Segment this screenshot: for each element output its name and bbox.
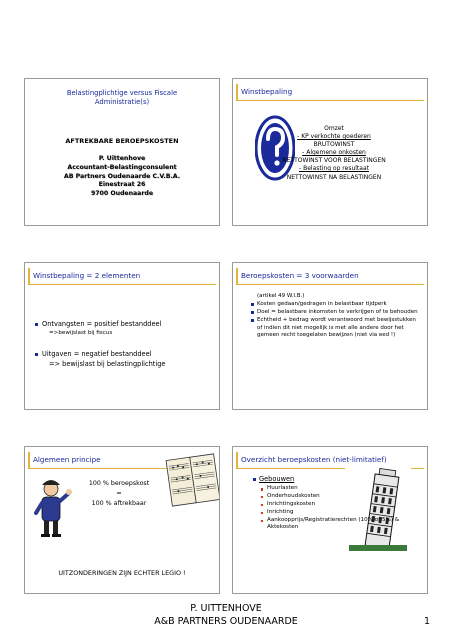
calc-line: NETTOWINST VOOR BELASTINGEN — [282, 157, 386, 165]
title-divider — [236, 100, 424, 101]
principle-text — [87, 479, 151, 508]
bullet-square-icon — [261, 488, 263, 490]
bullet-ontvangsten — [35, 320, 161, 328]
item-text: Inrichtingskosten — [267, 500, 315, 507]
principle-line: 100 % beroepskost — [88, 480, 150, 487]
item-text: Huurlasten — [267, 485, 298, 492]
list-item — [263, 485, 423, 493]
title-accent-bar — [28, 268, 30, 284]
exceptions-note: UITZONDERINGEN ZIJN ECHTER LEGIO ! — [58, 569, 186, 577]
item-text: Kosten gedaan/gedragen in belastbaar tijdperk — [257, 301, 387, 308]
title-accent-bar — [236, 452, 238, 468]
title-divider — [236, 284, 424, 285]
slide-elementen — [24, 262, 220, 410]
footer-author: P. UITTENHOVE — [190, 603, 262, 614]
list-intro: (artikel 49 W.I.B.) — [257, 293, 305, 299]
calc-line: - KP verkochte goederen — [297, 133, 371, 141]
slide-title — [24, 78, 220, 226]
item-text: Inrichting — [267, 508, 294, 515]
slide-5-title: Algemeen principe — [33, 455, 101, 464]
address-line: 9700 Oudenaarde — [90, 190, 154, 198]
category-text: Gebouwen — [259, 475, 295, 483]
bullet-square-icon — [251, 319, 254, 322]
profit-calculation — [243, 125, 425, 182]
title-accent-bar — [236, 268, 238, 284]
slide-1-heading: AFTREKBARE BEROEPSKOSTEN — [65, 137, 179, 145]
title-accent-bar — [28, 452, 30, 468]
title-line-1: Belastingplichtige versus Fiscale — [66, 89, 178, 97]
address-line: P. Uittenhove — [98, 155, 146, 162]
bullet-sub: =>bewijslast bij fiscus — [49, 330, 113, 336]
address-line: AB Partners Oudenaarde C.V.B.A. — [63, 172, 181, 180]
bullet-square-icon — [261, 512, 263, 514]
address-line: Einestraat 26 — [98, 181, 146, 189]
bullet-text: Ontvangsten = positief bestanddeel — [42, 320, 162, 328]
calc-line: Omzet — [324, 125, 344, 132]
slide-4-title: Beroepskosten = 3 voorwaarden — [241, 271, 359, 280]
conditions-list — [257, 293, 421, 340]
list-item — [257, 301, 421, 308]
list-item — [257, 309, 421, 316]
item-text: Doel = belastbare inkomsten te verkrijgen of te behouden — [257, 309, 418, 316]
principle-line: 100 % aftrekbaar — [91, 499, 147, 507]
bullet-uitgaven — [35, 350, 151, 358]
calc-line: NETTOWINST NA BELASTINGEN — [286, 173, 382, 181]
slide-3-title: Winstbepaling = 2 elementen — [33, 271, 141, 280]
bullet-square-icon — [251, 311, 254, 314]
list-item — [263, 493, 423, 501]
bullet-text: Uitgaven = negatief bestanddeel — [42, 350, 152, 358]
item-text: Aankoopprijs/Registratierechten (10% of 5%) & Aktekosten — [267, 516, 400, 531]
title-line-2: Administratie(s) — [94, 97, 150, 106]
sheet-music-icon — [165, 451, 220, 509]
bullet-square-icon — [35, 323, 38, 326]
bullet-square-icon — [261, 520, 263, 522]
category-heading — [259, 475, 423, 484]
list-item — [263, 509, 423, 517]
bullet-sub: => bewijslast bij belastingplichtige — [49, 360, 166, 368]
list-item — [263, 517, 423, 533]
footer-company: A&B PARTNERS OUDENAARDE — [154, 616, 298, 627]
title-accent-bar — [236, 84, 238, 100]
costs-list — [259, 475, 423, 532]
principle-line: = — [116, 489, 122, 497]
list-item — [257, 317, 421, 338]
slide-voorwaarden — [232, 262, 428, 410]
item-text: Onderhoudskosten — [267, 493, 320, 500]
calc-line: - Belasting op resultaat — [299, 165, 369, 173]
bullet-square-icon — [251, 303, 254, 306]
slide-2-title: Winstbepaling — [241, 87, 293, 96]
calc-line: - Algemene onkosten — [302, 149, 366, 157]
item-text: Echtheid + bedrag wordt verantwoord met bewijsstukken of indien dit niet mogelijk is met alle andere door het gemeen recht toegelaten bewijzen (niet via eed !) — [257, 317, 416, 338]
slide-1-title — [25, 89, 219, 107]
bullet-square-icon — [35, 353, 38, 356]
list-item — [263, 501, 423, 509]
title-divider — [28, 284, 216, 285]
author-address — [25, 155, 219, 199]
bullet-square-icon — [261, 496, 263, 498]
slide-overzicht — [232, 446, 428, 594]
calc-line: BRUTOWINST — [313, 141, 355, 149]
bullet-square-icon — [253, 478, 256, 481]
address-line: Accountant-Belastingconsulent — [67, 163, 177, 171]
slide-principe — [24, 446, 220, 594]
bullet-square-icon — [261, 504, 263, 506]
cartoon-figure-icon — [33, 477, 73, 539]
slide-6-title: Overzicht beroepskosten (niet-limitatief) — [241, 455, 387, 464]
slide-winstbepaling — [232, 78, 428, 226]
page-number: 1 — [424, 616, 431, 627]
